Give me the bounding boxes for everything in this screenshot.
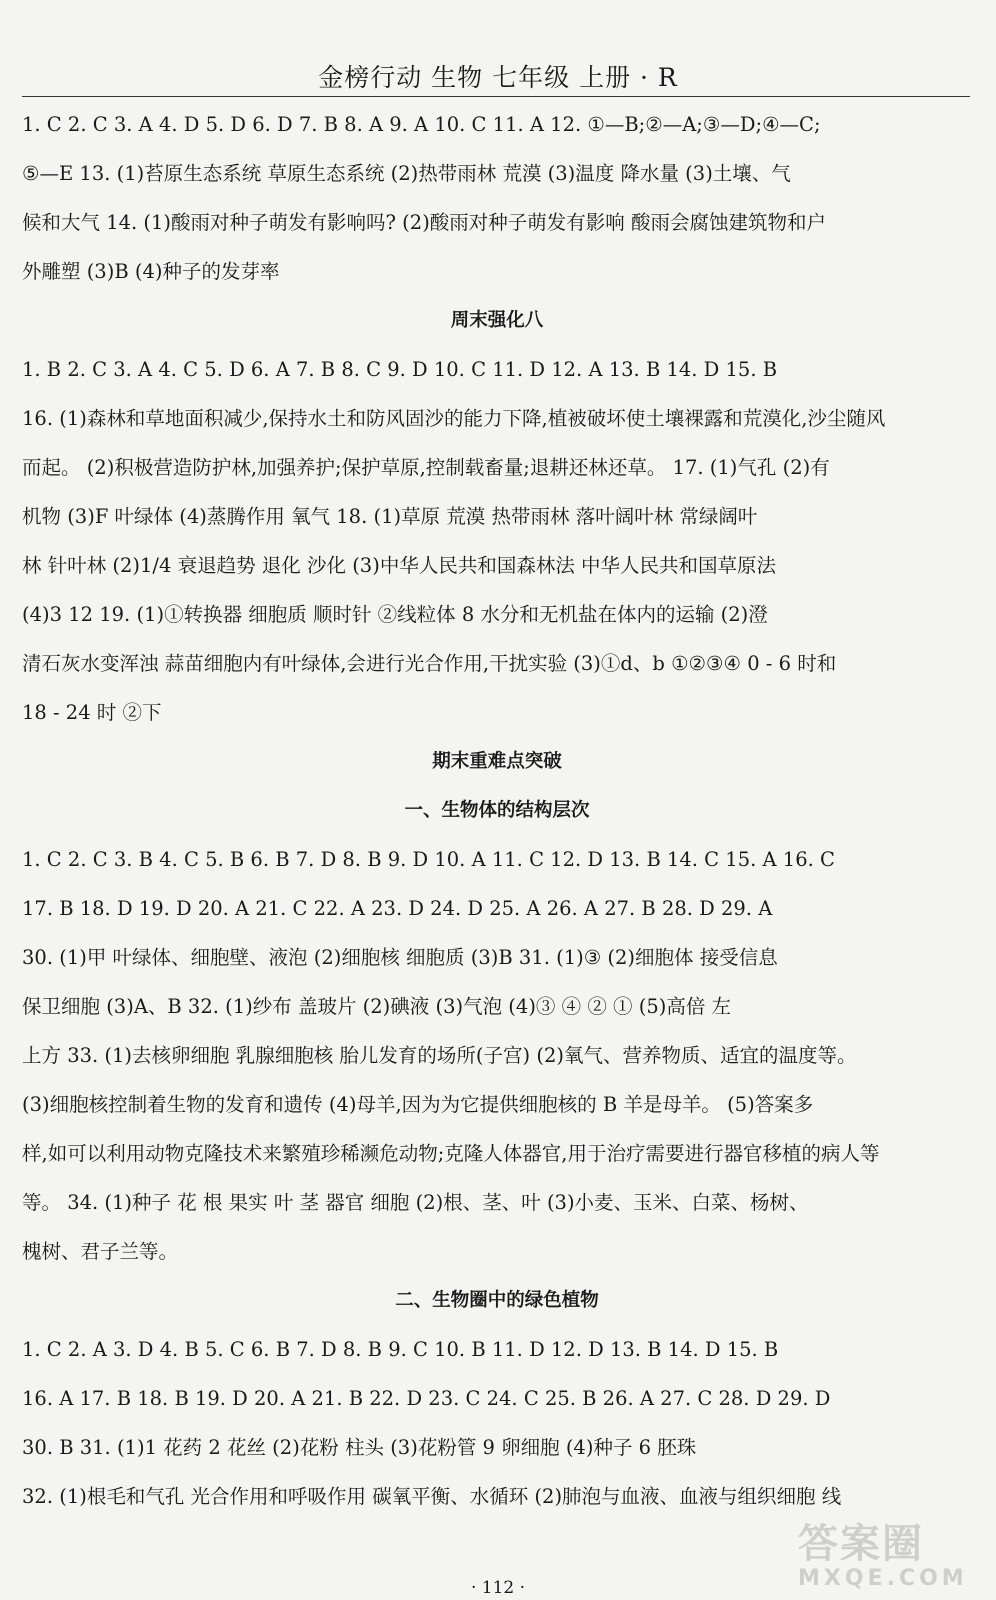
answer-line: 1. C 2. A 3. D 4. B 5. C 6. B 7. D 8. B 9. C 10. B 11. D 12. D 13. B 14. D 15. B <box>22 1338 779 1361</box>
answer-line: 30. (1)甲 叶绿体、细胞壁、液泡 (2)细胞核 细胞质 (3)B 31. (1)③ (2)细胞体 接受信息 <box>22 946 778 969</box>
answer-line: 1. C 2. C 3. A 4. D 5. D 6. D 7. B 8. A 9. A 10. C 11. A 12. ①—B;②—A;③—D;④—C; <box>22 113 821 136</box>
section-title: 一、生物体的结构层次 <box>404 800 590 821</box>
answer-line: 机物 (3)F 叶绿体 (4)蒸腾作用 氧气 18. (1)草原 荒漠 热带雨林 落叶阔叶林 常绿阔叶 <box>22 505 758 528</box>
watermark-logo <box>798 1522 978 1592</box>
watermark-url: MXQE.COM <box>798 1566 968 1591</box>
section-title: 期末重难点突破 <box>432 751 562 772</box>
answer-line: 清石灰水变浑浊 蒜苗细胞内有叶绿体,会进行光合作用,干扰实验 (3)①d、b ①②③④ 0 - 6 时和 <box>22 652 837 675</box>
answer-line: 上方 33. (1)去核卵细胞 乳腺细胞核 胎儿发育的场所(子宫) (2)氧气、营养物质、适宜的温度等。 <box>22 1044 857 1067</box>
section-green-plants <box>22 1276 972 1521</box>
answer-line: ⑤—E 13. (1)苔原生态系统 草原生态系统 (2)热带雨林 荒漠 (3)温度 降水量 (3)土壤、气 <box>22 162 791 185</box>
answer-line: 等。 34. (1)种子 花 根 果实 叶 茎 器官 细胞 (2)根、茎、叶 (3)小麦、玉米、白菜、杨树、 <box>22 1191 809 1214</box>
section-weekend-8 <box>22 296 972 737</box>
answer-line: (3)细胞核控制着生物的发育和遗传 (4)母羊,因为为它提供细胞核的 B 羊是母羊。 (5)答案多 <box>22 1093 814 1116</box>
answer-line: 槐树、君子兰等。 <box>22 1240 179 1263</box>
section-title: 周末强化八 <box>450 310 544 331</box>
answer-line: 林 针叶林 (2)1/4 衰退趋势 退化 沙化 (3)中华人民共和国森林法 中华人民共和国草原法 <box>22 554 777 577</box>
answer-line: 而起。 (2)积极营造防护林,加强养护;保护草原,控制载畜量;退耕还林还草。 17. (1)气孔 (2)有 <box>22 456 830 479</box>
section-title: 二、生物圈中的绿色植物 <box>395 1290 599 1311</box>
answer-line: 32. (1)根毛和气孔 光合作用和呼吸作用 碳氧平衡、水循环 (2)肺泡与血液、血液与组织细胞 线 <box>22 1485 842 1508</box>
answer-line: 1. B 2. C 3. A 4. C 5. D 6. A 7. B 8. C 9. D 10. C 11. D 12. A 13. B 14. D 15. B <box>22 358 778 381</box>
section-structure-levels <box>22 786 972 1276</box>
answer-line: 1. C 2. C 3. B 4. C 5. B 6. B 7. D 8. B 9. D 10. A 11. C 12. D 13. B 14. C 15. A 16. C <box>22 848 835 871</box>
answer-line: 30. B 31. (1)1 花药 2 花丝 (2)花粉 柱头 (3)花粉管 9 卵细胞 (4)种子 6 胚珠 <box>22 1436 697 1459</box>
answer-line: 样,如可以利用动物克隆技术来繁殖珍稀濒危动物;克隆人体器官,用于治疗需要进行器官移植的病人等 <box>22 1142 880 1165</box>
watermark-text: 答案圈 <box>798 1521 924 1567</box>
answer-line: 16. A 17. B 18. B 19. D 20. A 21. B 22. D 23. C 24. C 25. B 26. A 27. C 28. D 29. D <box>22 1387 831 1410</box>
answer-line: 17. B 18. D 19. D 20. A 21. C 22. A 23. D 24. D 25. A 26. A 27. B 28. D 29. A <box>22 897 773 920</box>
page-number: · 112 · <box>470 1578 526 1598</box>
page-header-title: 金榜行动 生物 七年级 上册 · R <box>318 63 678 92</box>
answer-line: 保卫细胞 (3)A、B 32. (1)纱布 盖玻片 (2)碘液 (3)气泡 (4)③ ④ ② ① (5)高倍 左 <box>22 995 732 1018</box>
answer-line: 外雕塑 (3)B (4)种子的发芽率 <box>22 260 280 283</box>
section-final-review <box>22 737 972 786</box>
answer-line: (4)3 12 19. (1)①转换器 细胞质 顺时针 ②线粒体 8 水分和无机盐在体内的运输 (2)澄 <box>22 603 768 626</box>
answer-line: 18 - 24 时 ②下 <box>22 701 162 724</box>
answer-line: 16. (1)森林和草地面积减少,保持水土和防风固沙的能力下降,植被破坏使土壤裸露和荒漠化,沙尘随风 <box>22 407 886 430</box>
header-divider <box>22 96 970 97</box>
section-continued <box>22 100 972 296</box>
answer-line: 候和大气 14. (1)酸雨对种子萌发有影响吗? (2)酸雨对种子萌发有影响 酸雨会腐蚀建筑物和户 <box>22 211 827 234</box>
answer-content <box>22 100 972 1521</box>
